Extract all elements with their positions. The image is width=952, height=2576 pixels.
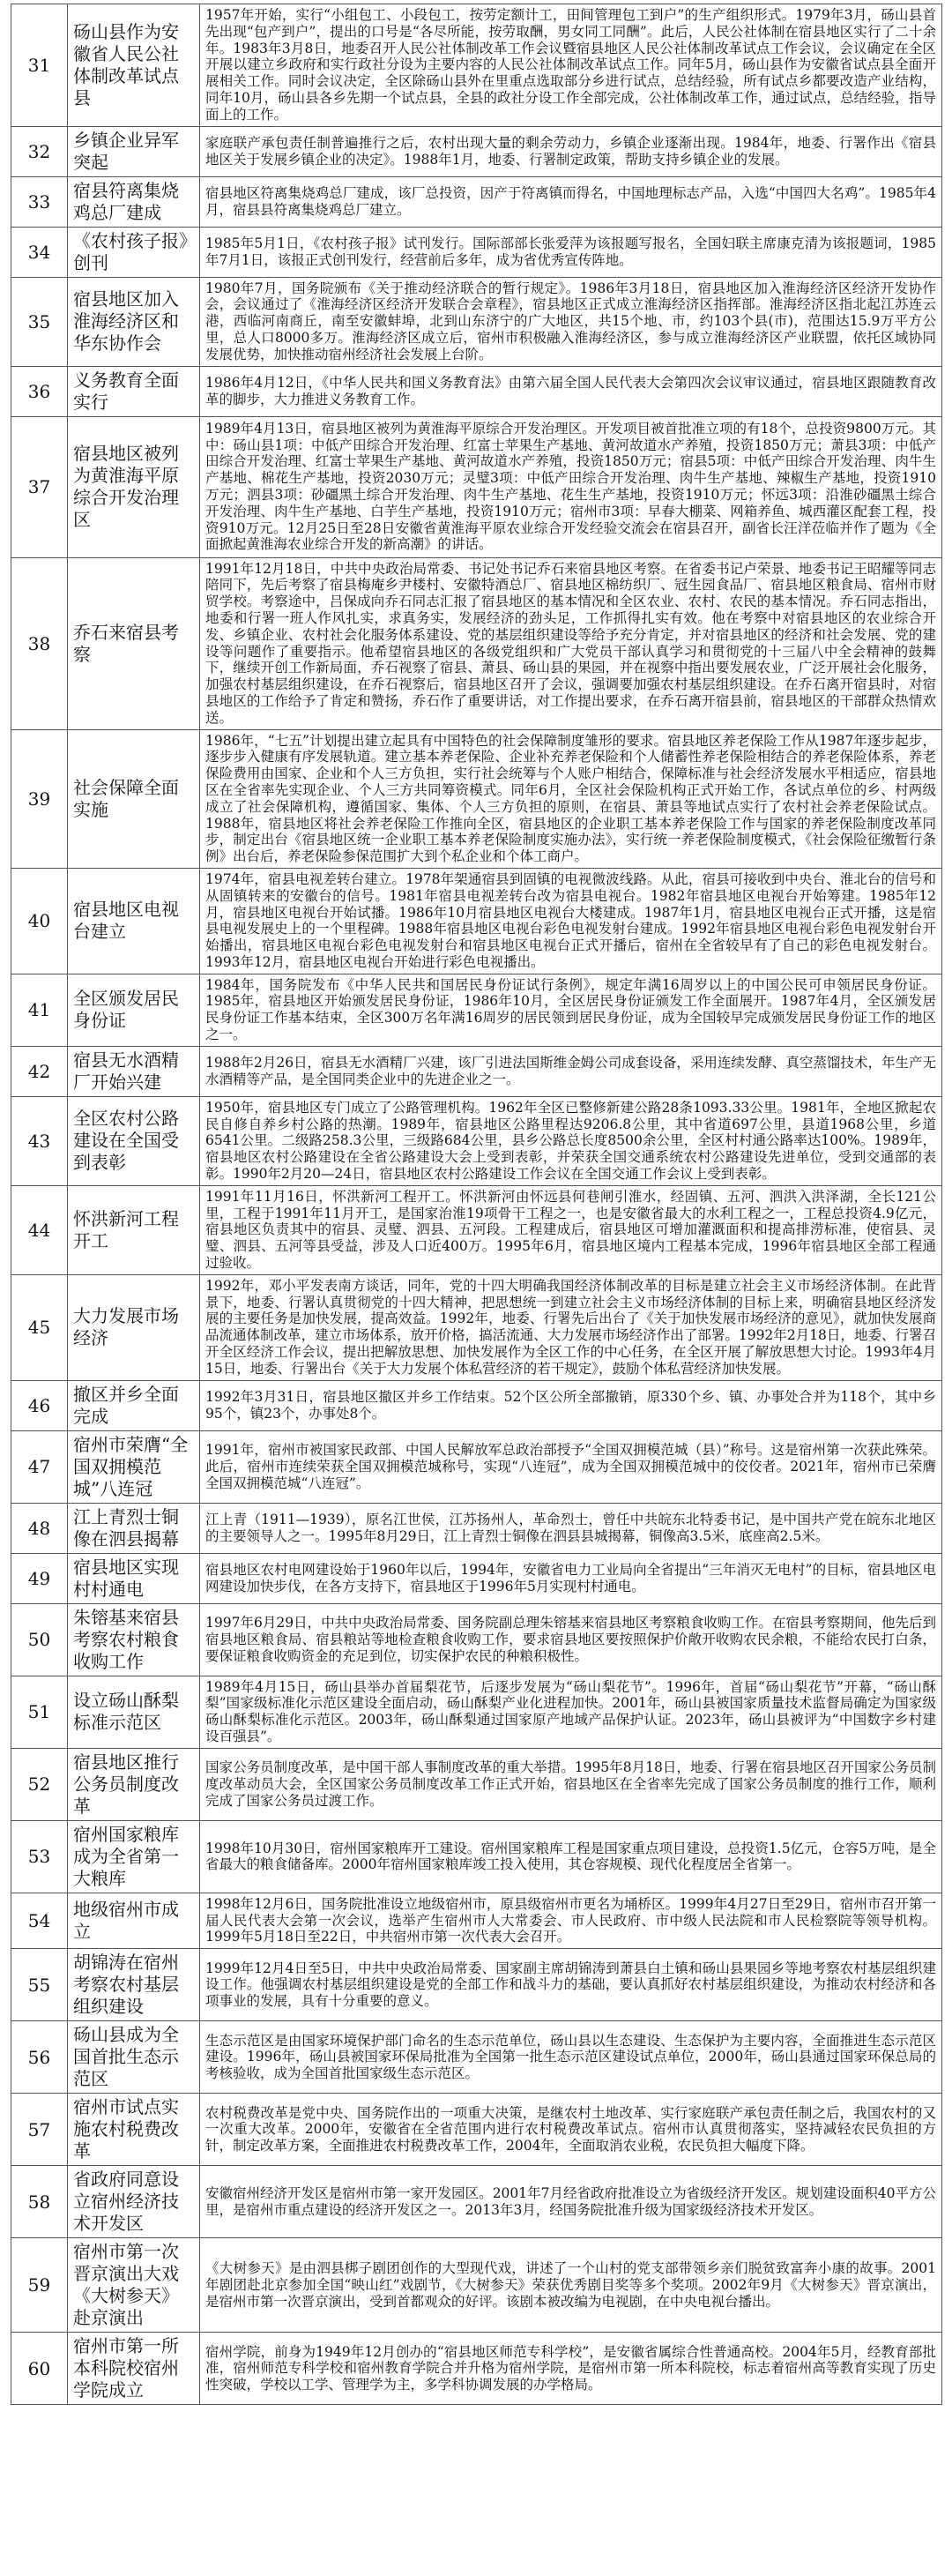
event-description: 宿县地区符离集烧鸡总厂建成，该厂总投资，因产于符离镇而得名，中国地理标志产品，入选“中国四大名鸡”。1985年4月，宿县县符离集烧鸡总厂建立。 — [200, 176, 942, 227]
row-number: 34 — [11, 227, 68, 277]
event-title: 社会保障全面实施 — [68, 729, 200, 868]
table-row — [11, 1603, 942, 1676]
row-number: 51 — [11, 1676, 68, 1748]
event-title: 怀洪新河工程开工 — [68, 1185, 200, 1274]
event-description: 1985年5月1日，《农村孩子报》试刊发行。国际部部长张爱萍为该报题写报名，全国妇联主席康克清为该报题词，1985年7月1日，该报正式创刊发行，经营前后多年，成为省优秀宣传阵地。 — [200, 227, 942, 277]
row-number: 48 — [11, 1503, 68, 1553]
table-row — [11, 416, 942, 557]
table-row — [11, 1748, 942, 1820]
row-number: 39 — [11, 729, 68, 868]
event-description: 江上青（1911—1939），原名江世侯，江苏扬州人，革命烈士，曾任中共皖东北特委书记，是中国共产党在皖东北地区的主要领导人之一。1995年8月29日，江上青烈士铜像在泗县县城揭幕，铜像高3.5米，底座高2.5米。 — [200, 1503, 942, 1553]
table-row — [11, 1676, 942, 1748]
event-title: 宿县地区推行公务员制度改革 — [68, 1748, 200, 1820]
table-row — [11, 1553, 942, 1603]
event-description: 1991年，宿州市被国家民政部、中国人民解放军总政治部授予“全国双拥模范城（县）”称号。这是宿州第一次获此殊荣。此后，宿州市连续荣获全国双拥模范城称号，实现“八连冠”，成为全国双拥模范城中的佼佼者。2021年，宿州市已荣膺全国双拥模范城“八连冠”。 — [200, 1430, 942, 1503]
event-title: 省政府同意设立宿州经济技术开发区 — [68, 2166, 200, 2238]
history-table — [11, 4, 942, 2405]
table-row — [11, 2166, 942, 2238]
row-number: 33 — [11, 176, 68, 227]
event-description: 1957年开始，实行“小组包工、小段包工，按劳定额计工，田间管理包工到户”的生产组织形式。1979年3月，砀山县首先出现“包产到户”，提出的口号是“各尽所能，按劳取酬，男女同工同酬”。此后，人民公社体制在宿县地区实行了二十余年。1983年3月8日，地委召开人民公社体制改革工作会议暨宿县地区人民公社体制改革试点工作会议，会议确定在全区开展以建立乡政府和实行政社分设为主要内容的人民公社体制改革试点工作。同年5月，砀山县作为安徽省试点县全面开展相关工作。同时会议决定，全区除砀山县外在里重点选取部分乡进行试点，总结经验，所有试点乡都要改造产业结构，同年10月，砀山县各乡先期一个试点县，全县的政社分设工作全部完成，公社体制改革工作，通过试点，总结经验，指导面上的工作。 — [200, 4, 942, 127]
event-title: 宿县无水酒精厂开始兴建 — [68, 1046, 200, 1096]
row-number: 38 — [11, 557, 68, 729]
table-body — [11, 4, 942, 2405]
event-description: 家庭联产承包责任制普遍推行之后，农村出现大量的剩余劳动力，乡镇企业逐渐出现。1984年，地委、行署作出《宿县地区关于发展乡镇企业的决定》。1988年1月，地委、行署制定政策，帮助支持乡镇企业的发展。 — [200, 126, 942, 176]
event-description: 宿州学院，前身为1949年12月创办的“宿县地区师范专科学校”，是安徽省属综合性普通高校。2004年5月，经教育部批准，宿州师范专科学校和宿州教育学院合并升格为宿州学院，是宿州市第一所本科院校，标志着宿州高等教育实现了历史性突破，学校以工学、管理学为主，多学科协调发展的办学格局。 — [200, 2333, 942, 2405]
table-row — [11, 1820, 942, 1893]
row-number: 56 — [11, 2021, 68, 2094]
event-title: 宿县地区实现村村通电 — [68, 1553, 200, 1603]
event-title: 撤区并乡全面完成 — [68, 1380, 200, 1430]
event-title: 胡锦涛在宿州考察农村基层组织建设 — [68, 1949, 200, 2021]
table-row — [11, 729, 942, 868]
row-number: 35 — [11, 277, 68, 366]
event-description: 1998年12月6日，国务院批准设立地级宿州市，原县级宿州市更名为埇桥区。1999年4月27日至29日，宿州市召开第一届人民代表大会第一次会议，选举产生宿州市人大常委会、市人民政府、市中级人民法院和市人民检察院等领导机构。1999年5月18日至22日，中共宿州市第一次代表大会召开。 — [200, 1893, 942, 1948]
row-number: 47 — [11, 1430, 68, 1503]
row-number: 44 — [11, 1185, 68, 1274]
row-number: 49 — [11, 1553, 68, 1603]
event-title: 江上青烈士铜像在泗县揭幕 — [68, 1503, 200, 1553]
event-description: 1999年12月4日至5日，中共中央政治局常委、国家副主席胡锦涛到萧县白土镇和砀山县果园乡等地考察农村基层组织建设工作。他强调农村基层组织建设是党的全部工作和战斗力的基础，要认真抓好农村基层组织建设，为推动农村经济和各项事业的发展，具有十分重要的意义。 — [200, 1949, 942, 2021]
table-row — [11, 1949, 942, 2021]
row-number: 57 — [11, 2094, 68, 2166]
event-title: 全区颁发居民身份证 — [68, 974, 200, 1046]
event-description: 1986年4月12日，《中华人民共和国义务教育法》由第六届全国人民代表大会第四次会议审议通过，宿县地区跟随教育改革的脚步，大力推进义务教育工作。 — [200, 366, 942, 416]
event-title: 乔石来宿县考察 — [68, 557, 200, 729]
table-row — [11, 126, 942, 176]
row-number: 43 — [11, 1096, 68, 1185]
row-number: 50 — [11, 1603, 68, 1676]
event-description: 1997年6月29日，中共中央政治局常委、国务院副总理朱镕基来宿县地区考察粮食收购工作。在宿县考察期间，他先后到宿县地区粮食局、宿县粮站等地检查粮食收购工作，要求宿县地区要按照保护价敞开收购农民余粮，不能给农民打白条，要保证粮食收购资金的充足到位，切实保护农民的种粮积极性。 — [200, 1603, 942, 1676]
row-number: 32 — [11, 126, 68, 176]
table-row — [11, 227, 942, 277]
row-number: 42 — [11, 1046, 68, 1096]
table-row — [11, 1430, 942, 1503]
table-row — [11, 1893, 942, 1948]
event-description: 1988年2月26日，宿县无水酒精厂兴建，该厂引进法国斯维金姆公司成套设备，采用连续发酵、真空蒸馏技术，年生产无水酒精等产品，是全国同类企业中的先进企业之一。 — [200, 1046, 942, 1096]
event-description: 《大树参天》是由泗县梆子剧团创作的大型现代戏，讲述了一个山村的党支部带领乡亲们脱贫致富奔小康的故事。2001年剧团赴北京参加全国“映山红”戏剧节，《大树参天》荣获优秀剧目奖等多个奖项。2002年9月《大树参天》晋京演出，是宿州市第一次晋京演出，受到首都观众的好评。该剧本被改编为电视剧，在中央电视台播出。 — [200, 2238, 942, 2333]
table-row — [11, 1380, 942, 1430]
row-number: 52 — [11, 1748, 68, 1820]
row-number: 54 — [11, 1893, 68, 1948]
event-description: 1989年4月13日，宿县地区被列为黄淮海平原综合开发治理区。开发项目被首批准立项的有18个，总投资9800万元。其中：砀山县1项：中低产田综合开发治理、红富士苹果生产基地、黄河故道水产养殖，投资1850万元；萧县3项：中低产田综合开发治理、红富士苹果生产基地、黄河故道水产养殖，投资1850万元；宿县5项：中低产田综合开发治理、肉牛生产基地、棉花生产基地，投资2030万元；灵璧3项：中低产田综合开发治理、肉牛生产基地、辣椒生产基地，投资1910万元；泗县3项：砂礓黑土综合开发治理、肉牛生产基地、花生生产基地，投资1910万元；怀远3项：沿淮砂礓黑土综合开发治理、肉牛生产基地、白芋生产基地，投资1910万元；宿州市3项：早春大棚菜、网箱养鱼、城西灌区配套工程，投资910万元。12月25日至28日安徽省黄淮海平原农业综合开发经验交流会在宿县召开，副省长汪洋莅临并作了题为《全面掀起黄淮海农业综合开发的新高潮》的讲话。 — [200, 416, 942, 557]
event-title: 宿州市第一次晋京演出大戏《大树参天》赴京演出 — [68, 2238, 200, 2333]
table-row — [11, 1185, 942, 1274]
event-description: 1980年7月，国务院颁布《关于推动经济联合的暂行规定》。1986年3月18日，宿县地区加入淮海经济区经济开发协作会，会议通过了《淮海经济区经济开发联合会章程》，宿县地区正式成立淮海经济区指挥部。淮海经济区指北起江苏连云港，西临河南商丘，南至安徽蚌埠，北到山东济宁的广大地区，共15个地、市，约103个县(市)，范围达15.9万平方公里，总人口8000多万。淮海经济区成立后，宿州市积极融入淮海经济区，参与成立淮海经济区产业联盟，依托区域协同发展优势，加快推动宿州经济社会发展上台阶。 — [200, 277, 942, 366]
event-title: 朱镕基来宿县考察农村粮食收购工作 — [68, 1603, 200, 1676]
event-title: 砀山县成为全国首批生态示范区 — [68, 2021, 200, 2094]
table-row — [11, 2333, 942, 2405]
row-number: 40 — [11, 868, 68, 974]
table-row — [11, 1274, 942, 1380]
row-number: 60 — [11, 2333, 68, 2405]
row-number: 31 — [11, 4, 68, 127]
table-row — [11, 1096, 942, 1185]
event-title: 设立砀山酥梨标准示范区 — [68, 1676, 200, 1748]
event-description: 1992年，邓小平发表南方谈话，同年，党的十四大明确我国经济体制改革的目标是建立社会主义市场经济体制。在此背景下，地委、行署认真贯彻党的十四大精神，把思想统一到建立社会主义市场经济体制的目标上来，明确宿县地区经济发展的主要任务是加快发展，提高效益。1992年，地委、行署先后出台了《关于加快发展市场经济的意见》，就加快发展商品流通体制改革，建立市场体系，放开价格，搞活流通、大力发展市场经济作出了部署。1992年2月18日，地委、行署召开全区经济工作会议，提出把解放思想、加快发展作为全区工作的中心任务，在全区开展了解放思想大讨论。1993年4月15日，地委、行署出台《关于大力发展个体私营经济的若干规定》，鼓励个体私营经济加快发展。 — [200, 1274, 942, 1380]
event-title: 砀山县作为安徽省人民公社体制改革试点县 — [68, 4, 200, 127]
event-title: 大力发展市场经济 — [68, 1274, 200, 1380]
event-title: 宿州国家粮库成为全省第一大粮库 — [68, 1820, 200, 1893]
row-number: 55 — [11, 1949, 68, 2021]
event-description: 1991年12月18日，中共中央政治局常委、书记处书记乔石来宿县地区考察。在省委书记卢荣景、地委书记王昭耀等同志陪同下，先后考察了宿县梅庵乡尹楼村、安徽特酒总厂、宿县地区棉纺织厂、冠生园食品厂、宿县地区粮食局、宿州市财贸学校。考察途中，吕保成向乔石同志汇报了宿县地区的基本情况和全区农业、农村、农民的基本情况。乔石同志指出，地委和行署一班人作风扎实，求真务实，发展经济的劲头足，工作抓得扎实有效。他在考察中对宿县地区的农业综合开发、乡镇企业、农村社会化服务体系建设、党的基层组织建设等给予充分肯定，并对宿县地区的经济和社会发展、党的建设等问题作了重要指示。他希望宿县地区的各级党组织和广大党员干部认真学习和贯彻党的十三届八中全会精神的鼓舞下，继续开创工作新局面，乔石视察了宿县、萧县、砀山县的果园，并在视察中指出要发展农业，广泛开展社会化服务，加强农村基层组织建设，在乔石视察后，宿县地区召开了会议，强调要加强农村基层组织建设。在乔石离开宿县时，对宿县地区的工作给予了肯定和赞扬，乔石作了重要讲话，对工作提出要求，在乔石离开宿县前，宿县地区的干部群众热情欢送。 — [200, 557, 942, 729]
event-description: 1991年11月16日，怀洪新河工程开工。怀洪新河由怀远县何巷闸引淮水，经固镇、五河、泗洪入洪泽湖，全长121公里，工程于1991年11月开工，是国家治淮19项骨干工程之一，也是安徽省最大的水利工程之一，工程总投资4.9亿元，宿县地区负责其中的宿县、灵璧、泗县、五河段。工程建成后，宿县地区可增加灌溉面积和提高排涝标准，使宿县、灵璧、泗县、五河等县受益，涉及人口近400万。1995年6月，宿县地区境内工程基本完成，1996年宿县地区全部工程通过验收。 — [200, 1185, 942, 1274]
table-row — [11, 1046, 942, 1096]
event-description: 农村税费改革是党中央、国务院作出的一项重大决策，是继农村土地改革、实行家庭联产承包责任制之后，我国农村的又一次重大改革。2000年，安徽省在全省范围内进行农村税费改革试点。宿州市认真贯彻落实，坚持减轻农民负担的方针，制定改革方案，全面推进农村税费改革工作，2004年，全面取消农业税，农民负担大幅度下降。 — [200, 2094, 942, 2166]
event-title: 全区农村公路建设在全国受到表彰 — [68, 1096, 200, 1185]
event-title: 宿州市荣膺“全国双拥模范城”八连冠 — [68, 1430, 200, 1503]
table-row — [11, 176, 942, 227]
event-description: 1950年，宿县地区专门成立了公路管理机构。1962年全区已整修新建公路28条1093.33公里。1981年，全地区掀起农民自修自养乡村公路的热潮。1989年，宿县地区公路里程达9206.8公里，其中省道697公里，县道1968公里，乡道6541公里。二级路258.3公里，三级路684公里，县乡公路总长度8500余公里，全区村村通公路率达100%。1989年，宿县地区农村公路建设在全省公路建设大会上受到表彰，并荣获全国交通系统农村公路建设先进单位，受到交通部的表彰。1990年2月20—24日，宿县地区农村公路建设工作会议在全国交通工作会议上受到表彰。 — [200, 1096, 942, 1185]
event-title: 宿县地区加入淮海经济区和华东协作会 — [68, 277, 200, 366]
row-number: 46 — [11, 1380, 68, 1430]
event-title: 义务教育全面实行 — [68, 366, 200, 416]
event-description: 1989年4月15日，砀山县举办首届梨花节，后逐步发展为“砀山梨花节”。1996年，首届“砀山梨花节”开幕，“砀山酥梨”国家级标准化示范区建设全面启动，砀山酥梨产业化进程加快。2001年，砀山县被国家质量技术监督局确定为国家级砀山酥梨标准化示范区。2003年，砀山酥梨通过国家原产地域产品保护认证。2023年，砀山县被评为“中国数字乡村建设百强县”。 — [200, 1676, 942, 1748]
event-description: 1992年3月31日，宿县地区撤区并乡工作结束。52个区公所全部撤销，原330个乡、镇、办事处合并为118个，其中乡95个，镇23个，办事处8个。 — [200, 1380, 942, 1430]
row-number: 59 — [11, 2238, 68, 2333]
event-description: 1986年，“七五”计划提出建立起具有中国特色的社会保障制度雏形的要求。宿县地区养老保险工作从1987年逐步起步，逐步步入健康有序发展轨道。建立基本养老保险、企业补充养老保险和个人储蓄性养老保险相结合的养老保险体系，养老保险费用由国家、企业和个人三方负担，实行社会统筹与个人账户相结合，保障标准与社会经济发展水平相适应，宿县地区在全省率先实现企业、个人三方共同筹资模式。同年6月，全区社会保险机构正式开始工作，各试点单位的乡、村两级成立了社会保障机构，遵循国家、集体、个人三方负担的原则，在宿县、萧县等地试点实行了农村社会养老保险试点。1988年，宿县地区将社会养老保险工作推向全区，宿县地区的企业职工基本养老保险工作与国家的养老保险制度改革同步，制定出台《宿县地区统一企业职工基本养老保险制度实施办法》，实行统一养老保险制度模式，《社会保险征缴暂行条例》出台后，养老保险参保范围扩大到个私企业和个体工商户。 — [200, 729, 942, 868]
event-description: 1974年，宿县电视差转台建立。1978年架通宿县到固镇的电视微波线路。从此，宿县可接收到中央台、淮北台的信号和从固镇转来的安徽台的信号。1981年宿县电视差转台改为宿县电视台。1982年宿县地区电视台开始筹建。1985年12月，宿县地区电视台开始试播。1986年10月宿县地区电视台大楼建成。1987年1月，宿县地区电视台正式开播，这是宿县电视发展史上的一个里程碑。1988年宿县地区电视台彩色电视发射台建成。1992年宿县地区电视台彩色电视发射台开始播出，宿县地区电视台彩色电视发射台和宿县地区电视台正式开播后，宿州在全省较早有了自己的彩色电视发射台。1993年12月，宿县地区电视台开始进行彩色电视播出。 — [200, 868, 942, 974]
event-title: 地级宿州市成立 — [68, 1893, 200, 1948]
event-description: 国家公务员制度改革，是中国干部人事制度改革的重大举措。1995年8月18日，地委、行署在宿县地区召开国家公务员制度改革动员大会，全区国家公务员制度改革工作正式开始，宿县地区在全省率先完成了国家公务员制度的推行工作，顺利完成了国家公务员过渡工作。 — [200, 1748, 942, 1820]
table-row — [11, 2021, 942, 2094]
table-row — [11, 2094, 942, 2166]
row-number: 53 — [11, 1820, 68, 1893]
event-title: 宿县符离集烧鸡总厂建成 — [68, 176, 200, 227]
row-number: 37 — [11, 416, 68, 557]
row-number: 45 — [11, 1274, 68, 1380]
event-title: 宿州市试点实施农村税费改革 — [68, 2094, 200, 2166]
table-row — [11, 366, 942, 416]
row-number: 41 — [11, 974, 68, 1046]
table-row — [11, 557, 942, 729]
event-title: 宿县地区被列为黄淮海平原综合开发治理区 — [68, 416, 200, 557]
row-number: 36 — [11, 366, 68, 416]
table-row — [11, 974, 942, 1046]
table-row — [11, 868, 942, 974]
event-title: 《农村孩子报》创刊 — [68, 227, 200, 277]
event-description: 安徽宿州经济开发区是宿州市第一家开发园区。2001年7月经省政府批准设立为省级经济开发区。规划建设面积40平方公里，是宿州市重点建设的经济开发区之一。2013年3月，经国务院批准升级为国家级经济技术开发区。 — [200, 2166, 942, 2238]
table-row — [11, 277, 942, 366]
table-row — [11, 1503, 942, 1553]
event-title: 宿县地区电视台建立 — [68, 868, 200, 974]
event-title: 宿州市第一所本科院校宿州学院成立 — [68, 2333, 200, 2405]
row-number: 58 — [11, 2166, 68, 2238]
event-description: 1998年10月30日，宿州国家粮库开工建设。宿州国家粮库工程是国家重点项目建设，总投资1.5亿元，仓容5万吨，是全省最大的粮食储备库。2000年宿州国家粮库竣工投入使用，其仓容规模、现代化程度居全省第一。 — [200, 1820, 942, 1893]
event-description: 1984年，国务院发布《中华人民共和国居民身份证试行条例》，规定年满16周岁以上的中国公民可申领居民身份证。1985年，宿县地区开始颁发居民身份证，1986年10月，全区居民身份证颁发工作全面展开。1987年4月，全区颁发居民身份证工作基本结束，全区300万名年满16周岁的居民领到居民身份证，成为全国较早完成颁发居民身份证工作的地区之一。 — [200, 974, 942, 1046]
event-title: 乡镇企业异军突起 — [68, 126, 200, 176]
event-description: 生态示范区是由国家环境保护部门命名的生态示范单位，砀山县以生态建设、生态保护为主要内容，全面推进生态示范区建设。1996年，砀山县被国家环保局批准为全国第一批生态示范区建设试点单位，2000年，砀山县通过国家环保总局的考核验收，成为全国首批国家级生态示范区。 — [200, 2021, 942, 2094]
table-row — [11, 2238, 942, 2333]
event-description: 宿县地区农村电网建设始于1960年以后，1994年，安徽省电力工业局向全省提出“三年消灭无电村”的目标，宿县地区电网建设加快步伐，在各方支持下，宿县地区于1996年5月实现村村通电。 — [200, 1553, 942, 1603]
table-row — [11, 4, 942, 127]
